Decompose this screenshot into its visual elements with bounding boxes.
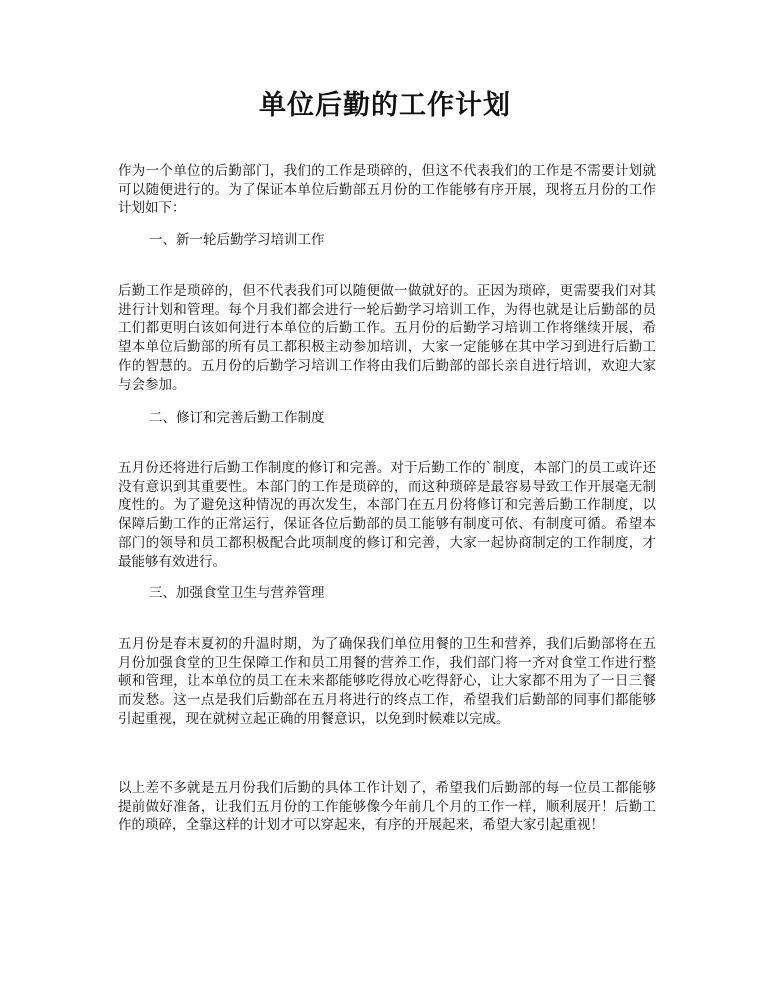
section-heading-2: 二、修订和完善后勤工作制度 bbox=[149, 410, 325, 426]
section-heading-1: 一、新一轮后勤学习培训工作 bbox=[149, 232, 325, 248]
section-heading-3: 三、加强食堂卫生与营养管理 bbox=[149, 585, 325, 601]
document-title: 单位后勤的工作计划 bbox=[259, 90, 511, 121]
section-body-2: 五月份还将进行后勤工作制度的修订和完善。对于后勤工作的`制度，本部门的员工或许还没有意识到其重要性。本部门的工作是琐碎的，而这种琐碎是最容易导致工作开展毫无制度性的。为了避免这种情况的再次发生，本部门在五月份将修订和完善后勤工作制度，以保障后勤工作的正常运行，保证各位后勤部的员工能够有制度可依、有制度可循。希望本部门的领导和员工都积极配合此项制度的修订和完善，大家一起协商制定的工作制度，才最能够有效进行。 bbox=[118, 460, 656, 570]
intro-paragraph: 作为一个单位的后勤部门，我们的工作是琐碎的，但这不代表我们的工作是不需要计划就可以随便进行的。为了保证本单位后勤部五月份的工作能够有序开展，现将五月份的工作计划如下： bbox=[118, 163, 656, 217]
section-body-3: 五月份是春末夏初的升温时期，为了确保我们单位用餐的卫生和营养，我们后勤部将在五月份加强食堂的卫生保障工作和员工用餐的营养工作，我们部门将一齐对食堂工作进行整顿和管理，让本单位的员工在未来都能够吃得放心吃得舒心，让大家都不用为了一日三餐而发愁。这一点是我们后勤部在五月将进行的终点工作，希望我们后勤部的同事们都能够引起重视，现在就树立起正确的用餐意识，以免到时候难以完成。 bbox=[118, 636, 656, 727]
section-body-1: 后勤工作是琐碎的，但不代表我们可以随便做一做就好的。正因为琐碎，更需要我们对其进行计划和管理。每个月我们都会进行一轮后勤学习培训工作，为得也就是让后勤部的员工们都更明白该如何进行本单位的后勤工作。五月份的后勤学习培训工作将继续开展，希望本单位后勤部的所有员工都积极主动参加培训，大家一定能够在其中学习到进行后勤工作的智慧的。五月份的后勤学习培训工作将由我们后勤部的部长亲自进行培训，欢迎大家与会参加。 bbox=[118, 283, 656, 393]
closing-paragraph: 以上差不多就是五月份我们后勤的具体工作计划了，希望我们后勤部的每一位员工都能够提前做好准备，让我们五月份的工作能够像今年前几个月的工作一样，顺利展开！后勤工作的琐碎，全靠这样的计划才可以穿起来，有序的开展起来，希望大家引起重视！ bbox=[118, 780, 656, 834]
